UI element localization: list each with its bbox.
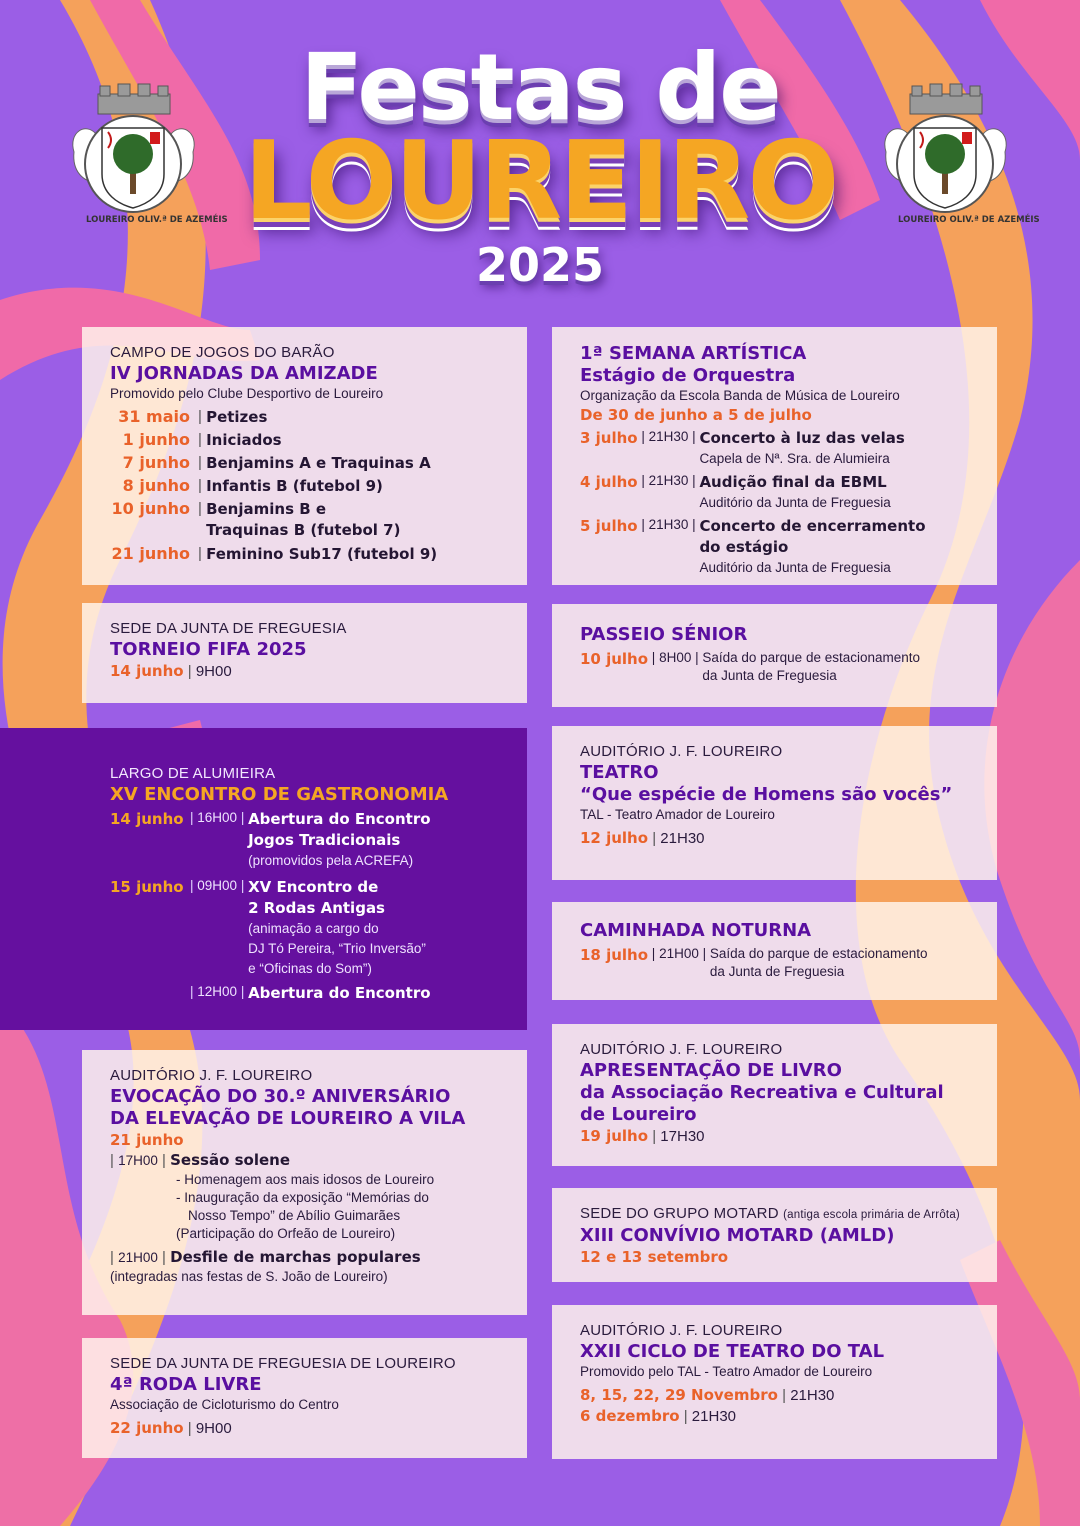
note: (Participação do Orfeão de Loureiro) — [176, 1226, 396, 1241]
date: 14 junho — [110, 662, 184, 680]
event-encontro-gastronomia: LARGO DE ALUMIEIRA XV ENCONTRO DE GASTRONOMIA 14 junho | 16H00 | Abertura do Encontro Jogos Tradicionais (promovidos pela ACREFA) 15 junho | 09H00 | XV Encontro de 2 Rodas Antigas (animação a cargo do DJ Tó Pereira, “Trio Inversão” e “Oficinas do Som”) | 12H00 | Abertura do Encontro — [0, 728, 527, 1030]
event-title: CAMINHADA NOTURNA — [580, 920, 812, 941]
time: 17H00 — [118, 1153, 158, 1168]
time: 9H00 — [195, 1420, 232, 1437]
venue: AUDITÓRIO J. F. LOUREIRO — [580, 743, 783, 760]
activity: Audição final da EBML — [699, 473, 887, 491]
time: 21H00 — [659, 946, 699, 961]
organizer: TAL - Teatro Amador de Loureiro — [580, 807, 775, 822]
note: - Homenagem aos mais idosos de Loureiro — [176, 1172, 435, 1187]
time: 21H30 — [648, 473, 689, 488]
event-title: XIII CONVÍVIO MOTARD (AMLD) — [580, 1225, 895, 1246]
event-title: XV ENCONTRO DE GASTRONOMIA — [110, 784, 449, 805]
venue: AUDITÓRIO J. F. LOUREIRO — [580, 1322, 783, 1339]
time: 21H30 — [660, 830, 705, 847]
place: Auditório da Junta de Freguesia — [699, 495, 891, 510]
event-roda-livre: SEDE DA JUNTA DE FREGUESIA DE LOUREIRO 4ª RODA LIVRE Associação de Cicloturismo do Centro 22 junho | 9H00 — [82, 1338, 527, 1458]
activity: 2 Rodas Antigas — [248, 899, 385, 917]
activity: XV Encontro de — [248, 878, 379, 896]
time: 21H30 — [648, 429, 689, 444]
place: Capela de Nª. Sra. de Alumieira — [699, 451, 890, 466]
date: 12 julho — [580, 829, 649, 847]
time: 21H30 — [790, 1387, 835, 1404]
category: Traquinas B (futebol 7) — [206, 521, 401, 539]
place: Saída do parque de estacionamento — [702, 650, 921, 665]
event-title: 1ª SEMANA ARTÍSTICA — [580, 343, 807, 364]
event-title: PASSEIO SÉNIOR — [580, 624, 748, 645]
time: 9H00 — [195, 663, 232, 680]
svg-text:LOUREIRO OLIV.ª DE AZEMÉIS: LOUREIRO OLIV.ª DE AZEMÉIS — [86, 215, 228, 225]
organizer: Promovido pelo TAL - Teatro Amador de Loureiro — [580, 1364, 873, 1379]
date: 12 e 13 setembro — [580, 1248, 729, 1266]
event-evocacao-aniversario: AUDITÓRIO J. F. LOUREIRO EVOCAÇÃO DO 30.º ANIVERSÁRIO DA ELEVAÇÃO DE LOUREIRO A VILA 21 junho | 17H00 | Sessão solene - Homenagem aos mais idosos de Loureiro - Inauguração da exposição “Memórias do Nosso Tempo” de Abílio Guimarães (Participação do Orfeão de Loureiro) | 21H00 | Desfile de marchas populares (integradas nas festas de S. João de Loureiro) — [82, 1050, 527, 1315]
title-year: 2025 — [475, 238, 605, 292]
activity: Desfile de marchas populares — [170, 1248, 421, 1266]
date: 1 junho — [122, 430, 190, 449]
event-title: TORNEIO FIFA 2025 — [110, 639, 307, 660]
date: 21 junho — [111, 544, 190, 563]
date: 14 junho — [110, 810, 184, 828]
note: Nosso Tempo” de Abílio Guimarães — [188, 1208, 401, 1223]
activity: Sessão solene — [170, 1151, 291, 1169]
date: 8 junho — [122, 476, 190, 495]
date: 6 dezembro — [580, 1407, 680, 1425]
date: 8, 15, 22, 29 Novembro — [580, 1386, 778, 1404]
venue: LARGO DE ALUMIEIRA — [110, 765, 276, 782]
event-title: 4ª RODA LIVRE — [110, 1374, 262, 1395]
category: Infantis B (futebol 9) — [206, 477, 383, 495]
event-title: IV JORNADAS DA AMIZADE — [110, 363, 378, 384]
place: da Junta de Freguesia — [702, 668, 837, 683]
venue: SEDE DA JUNTA DE FREGUESIA DE LOUREIRO — [110, 1355, 456, 1372]
activity: do estágio — [699, 538, 789, 556]
activity: Abertura do Encontro — [248, 984, 431, 1002]
svg-text:LOUREIRO OLIV.ª DE AZEMÉIS: LOUREIRO OLIV.ª DE AZEMÉIS — [898, 215, 1040, 225]
venue: AUDITÓRIO J. F. LOUREIRO — [580, 1041, 783, 1058]
category: Petizes — [206, 408, 268, 426]
venue: SEDE DA JUNTA DE FREGUESIA — [110, 620, 347, 637]
event-caminhada-noturna: CAMINHADA NOTURNA 18 julho | 21H00 | Saída do parque de estacionamento da Junta de Freguesia — [552, 902, 997, 1000]
event-title: EVOCAÇÃO DO 30.º ANIVERSÁRIO — [110, 1086, 451, 1107]
time: 12H00 — [197, 984, 238, 999]
event-apresentacao-livro: AUDITÓRIO J. F. LOUREIRO APRESENTAÇÃO DE LIVRO da Associação Recreativa e Cultural de Loureiro 19 julho | 17H30 — [552, 1024, 997, 1166]
organizer: Associação de Cicloturismo do Centro — [110, 1397, 339, 1412]
date: 21 junho — [110, 1131, 184, 1149]
organizer: Promovido pelo Clube Desportivo de Loureiro — [110, 386, 384, 401]
time: 21H30 — [691, 1408, 736, 1425]
event-subtitle: Estágio de Orquestra — [580, 365, 796, 386]
venue: AUDITÓRIO J. F. LOUREIRO — [110, 1067, 313, 1084]
event-ciclo-teatro: AUDITÓRIO J. F. LOUREIRO XXII CICLO DE TEATRO DO TAL Promovido pelo TAL - Teatro Amador de Loureiro 8, 15, 22, 29 Novembro | 21H30 6 dezembro | 21H30 — [552, 1305, 997, 1459]
venue: CAMPO DE JOGOS DO BARÃO — [110, 344, 335, 361]
time: 21H00 — [118, 1250, 158, 1265]
event-title: APRESENTAÇÃO DE LIVRO — [580, 1060, 842, 1081]
activity: Concerto à luz das velas — [699, 429, 905, 447]
note: (animação a cargo do — [248, 921, 379, 936]
date: 3 julho — [580, 429, 638, 447]
title-line2: LOUREIRO — [243, 119, 837, 244]
venue: SEDE DO GRUPO MOTARD — [580, 1205, 779, 1222]
date: 10 junho — [111, 499, 190, 518]
event-passeio-senior: PASSEIO SÉNIOR 10 julho | 8H00 | Saída do parque de estacionamento da Junta de Freguesia — [552, 604, 997, 707]
time: 17H30 — [660, 1128, 705, 1145]
note: (integradas nas festas de S. João de Loureiro) — [110, 1269, 388, 1284]
note: (promovidos pela ACREFA) — [248, 853, 414, 868]
event-semana-artistica: 1ª SEMANA ARTÍSTICA Estágio de Orquestra Organização da Escola Banda de Música de Loureiro De 30 de junho a 5 de julho 3 julho | 21H30 | Concerto à luz das velas Capela de Nª. Sra. de Alumieira 4 julho | 21H30 | Audição final da EBML Auditório da Junta de Freguesia 5 julho | 21H30 | Concerto de encerramento do estágio Auditório da Junta de Freguesia — [552, 327, 997, 585]
category: Benjamins B e — [206, 500, 327, 518]
date: 22 junho — [110, 1419, 184, 1437]
note: e “Oficinas do Som”) — [248, 961, 372, 976]
event-torneio-fifa: SEDE DA JUNTA DE FREGUESIA TORNEIO FIFA 2025 14 junho | 9H00 — [82, 603, 527, 703]
date: 15 junho — [110, 878, 184, 896]
event-jornadas-amizade: CAMPO DE JOGOS DO BARÃO IV JORNADAS DA AMIZADE Promovido pelo Clube Desportivo de Loureiro 31 maio | Petizes 1 junho | Iniciados 7 junho | Benjamins A e Traquinas A 8 junho | Infantis B (futebol 9) 10 junho | Benjamins B e Traquinas B (futebol 7) 21 junho | Feminino Sub17 (futebol 9) — [82, 327, 527, 585]
date: 7 junho — [122, 453, 190, 472]
time: 09H00 — [197, 878, 238, 893]
event-title: de Loureiro — [580, 1104, 697, 1125]
category: Feminino Sub17 (futebol 9) — [206, 545, 438, 563]
event-teatro: AUDITÓRIO J. F. LOUREIRO TEATRO “Que espécie de Homens são vocês” TAL - Teatro Amador de Loureiro 12 julho | 21H30 — [552, 726, 997, 880]
place: Saída do parque de estacionamento — [709, 946, 928, 961]
category: Benjamins A e Traquinas A — [206, 454, 431, 472]
date: 5 julho — [580, 517, 638, 535]
date: 10 julho — [580, 650, 649, 668]
note: DJ Tó Pereira, “Trio Inversão” — [248, 941, 426, 956]
note: - Inauguração da exposição “Memórias do — [176, 1190, 429, 1205]
time: 16H00 — [197, 810, 238, 825]
activity: Jogos Tradicionais — [248, 831, 401, 849]
poster-title — [0, 34, 1080, 292]
event-convivio-motard — [552, 1188, 997, 1282]
date: 4 julho — [580, 473, 638, 491]
place: da Junta de Freguesia — [709, 964, 845, 979]
event-title: XXII CICLO DE TEATRO DO TAL — [580, 1341, 885, 1362]
event-title: DA ELEVAÇÃO DE LOUREIRO A VILA — [110, 1108, 466, 1129]
date: 19 julho — [580, 1127, 649, 1145]
date: 18 julho — [580, 946, 649, 964]
date: 31 maio — [118, 407, 190, 426]
play-title: “Que espécie de Homens são vocês” — [580, 784, 953, 805]
activity: Concerto de encerramento — [699, 517, 926, 535]
venue-note: (antiga escola primária de Arrôta) — [783, 1209, 960, 1221]
category: Iniciados — [206, 431, 282, 449]
title-line1: Festas de — [300, 34, 780, 141]
activity: Abertura do Encontro — [248, 810, 431, 828]
place: Auditório da Junta de Freguesia — [699, 560, 891, 575]
time: 21H30 — [648, 517, 689, 532]
organizer: Organização da Escola Banda de Música de Loureiro — [580, 388, 900, 403]
date-range: De 30 de junho a 5 de julho — [580, 406, 812, 424]
event-title: TEATRO — [580, 762, 659, 783]
event-title: da Associação Recreativa e Cultural — [580, 1082, 944, 1103]
time: 8H00 — [659, 650, 692, 665]
